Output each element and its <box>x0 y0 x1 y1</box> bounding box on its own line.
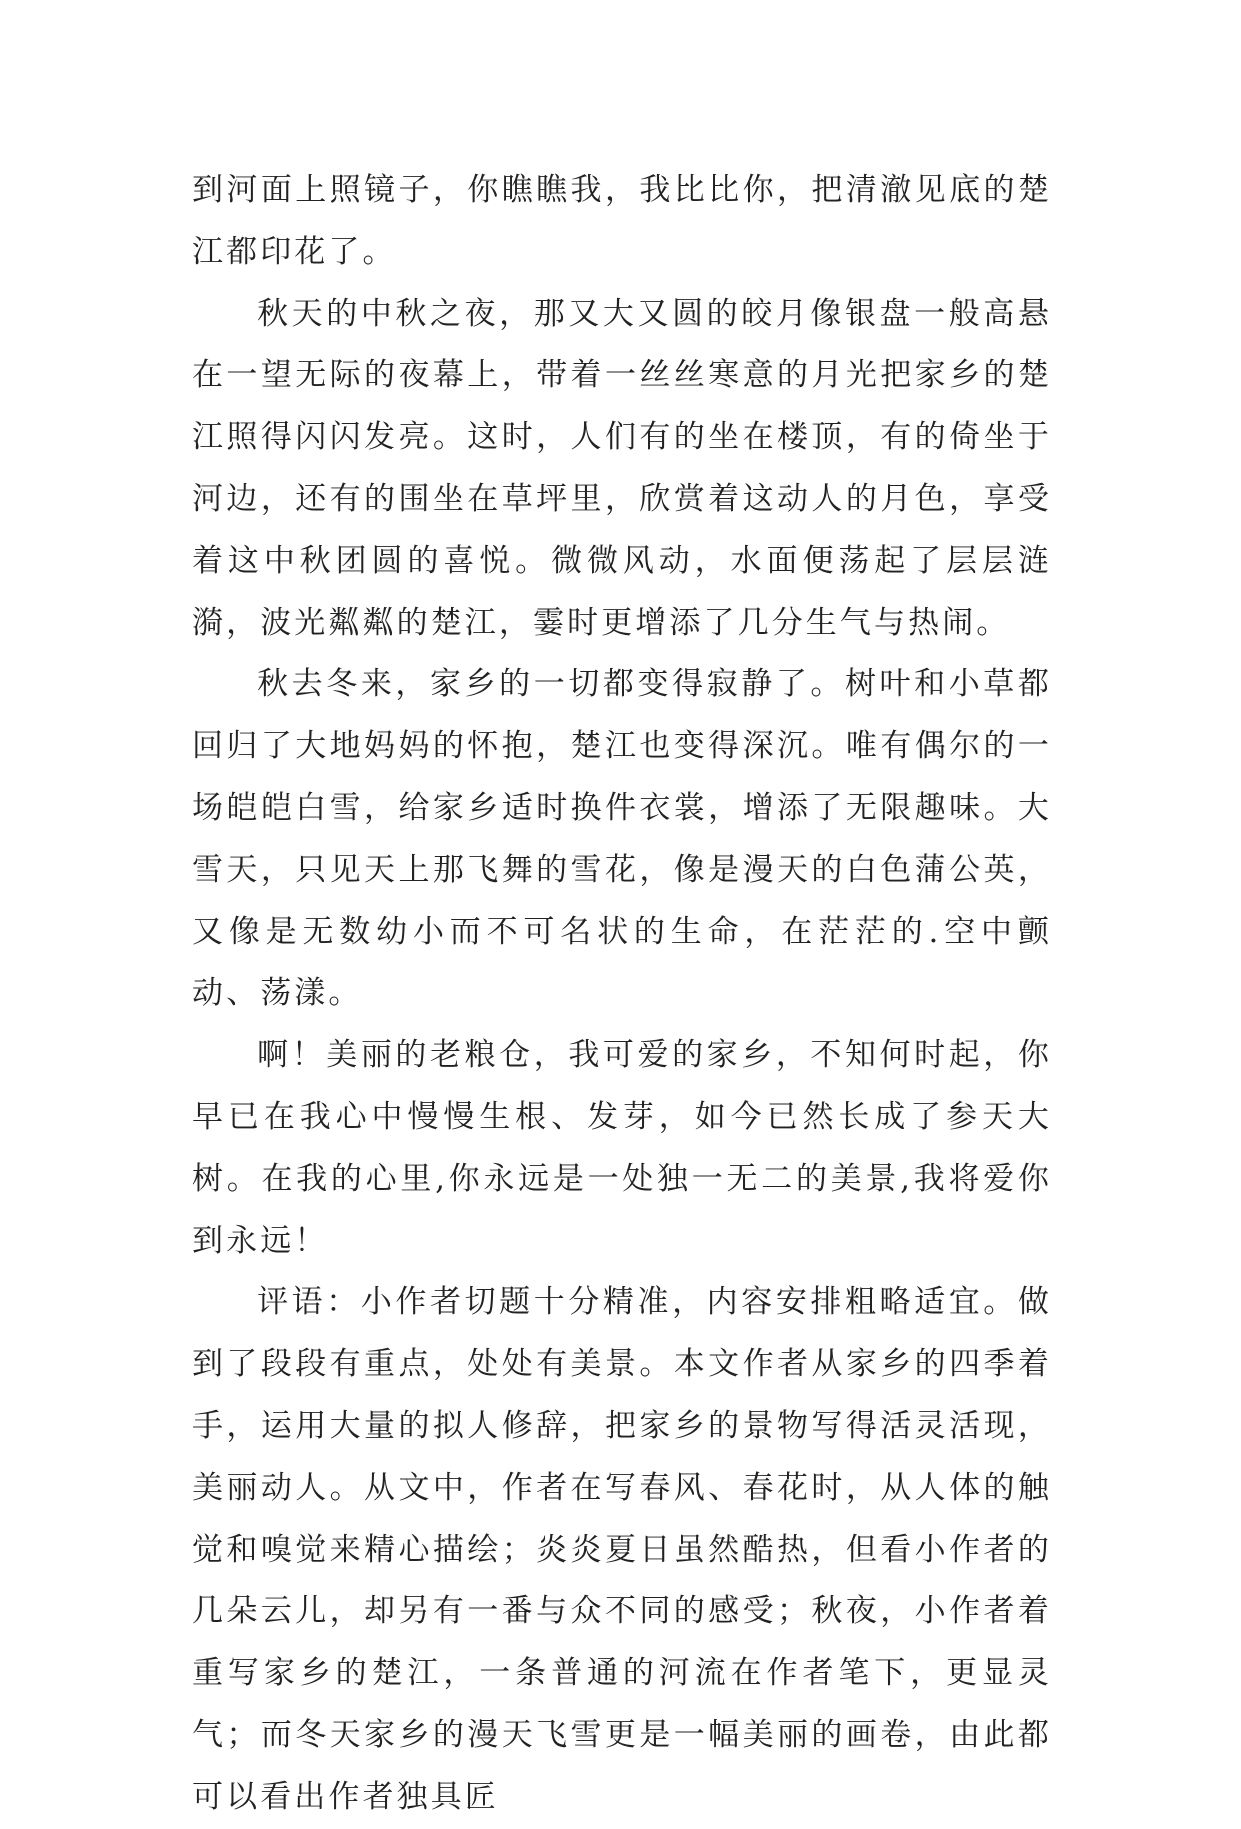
paragraph-4: 啊！美丽的老粮仓，我可爱的家乡，不知何时起，你早已在我心中慢慢生根、发芽，如今已然长成了参天大树。在我的心里,你永远是一处独一无二的美景,我将爱你到永远！ <box>192 1037 1052 1259</box>
paragraph-1: 到河面上照镜子，你瞧瞧我，我比比你，把清澈见底的楚江都印花了。 <box>192 172 1052 270</box>
paragraph-2: 秋天的中秋之夜，那又大又圆的皎月像银盘一般高悬在一望无际的夜幕上，带着一丝丝寒意的月光把家乡的楚江照得闪闪发亮。这时，人们有的坐在楼顶，有的倚坐于河边，还有的围坐在草坪里，欣赏着这动人的月色，享受着这中秋团圆的喜悦。微微风动，水面便荡起了层层涟漪，波光粼粼的楚江，霎时更增添了几分生气与热闹。 <box>192 295 1052 641</box>
paragraph-3: 秋去冬来，家乡的一切都变得寂静了。树叶和小草都回归了大地妈妈的怀抱，楚江也变得深沉。唯有偶尔的一场皑皑白雪，给家乡适时换件衣裳，增添了无限趣味。大雪天，只见天上那飞舞的雪花，像是漫天的白色蒲公英，又像是无数幼小而不可名状的生命，在茫茫的.空中颤动、荡漾。 <box>192 666 1052 1012</box>
essay-text-block <box>192 160 1052 1829</box>
paragraph-5-comment: 评语：小作者切题十分精准，内容安排粗略适宜。做到了段段有重点，处处有美景。本文作者从家乡的四季着手，运用大量的拟人修辞，把家乡的景物写得活灵活现，美丽动人。从文中，作者在写春风、春花时，从人体的触觉和嗅觉来精心描绘；炎炎夏日虽然酷热，但看小作者的几朵云儿，却另有一番与众不同的感受；秋夜，小作者着重写家乡的楚江，一条普通的河流在作者笔下，更显灵气；而冬天家乡的漫天飞雪更是一幅美丽的画卷，由此都可以看出作者独具匠 <box>192 1284 1052 1815</box>
